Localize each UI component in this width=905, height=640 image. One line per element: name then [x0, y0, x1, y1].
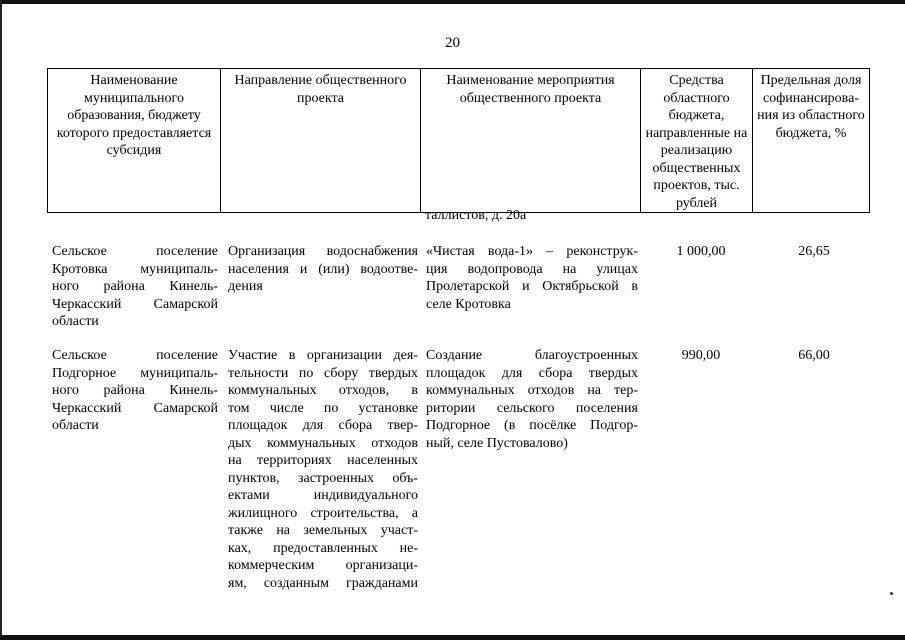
text-line: ция водопровода на улицах	[426, 261, 638, 277]
page-number: 20	[445, 35, 460, 51]
text-line: Подгорное муниципаль-	[52, 365, 218, 381]
text-line: Черкасский Самарской	[52, 296, 218, 312]
activity-cell	[426, 243, 638, 313]
municipality-cell	[52, 347, 218, 435]
scan-top-border	[0, 0, 905, 4]
continuation-text: таллистов, д. 20а	[425, 208, 527, 223]
text-line: тельности по сбору твердых	[228, 365, 418, 381]
text-line: Сельское поселение	[52, 348, 218, 363]
text-line: на территориях населенных	[228, 453, 418, 468]
text-line: ках, предоставленных не-	[228, 540, 418, 556]
text-line: Сельское поселение	[52, 244, 218, 259]
text-line: пунктов, застроенных объ-	[228, 470, 418, 486]
header-funds: Средства областного бюджета, направленные на реализацию общественных проектов, тыс. рублей	[641, 69, 753, 213]
municipality-cell	[52, 243, 218, 331]
text-line: населения и (или) водоотве-	[228, 261, 418, 277]
header-activity: Наименование мероприятия общественного проекта	[421, 69, 641, 213]
text-line: ный, селе Пустовалово)	[426, 435, 568, 451]
scan-speck	[890, 592, 893, 595]
direction-cell	[228, 243, 418, 296]
text-line: также на земельных участ-	[228, 523, 418, 538]
text-line: коммунальных отходов, в	[228, 383, 418, 398]
text-line: том числе по установке	[228, 400, 418, 416]
text-line: Пролетарской и Октябрьской в	[426, 279, 638, 294]
text-line: жилищного строительства, а	[228, 505, 418, 521]
scan-left-border	[0, 0, 2, 640]
header-share: Предельная доля софинансирова-ния из областного бюджета, %	[753, 69, 870, 213]
text-line: Кротовка муниципаль-	[52, 261, 218, 277]
text-line: ектами индивидуального	[228, 488, 418, 503]
activity-cell	[426, 347, 638, 452]
funds-cell: 990,00	[681, 348, 721, 363]
text-line: площадок для сбора твер-	[228, 418, 418, 433]
text-line: площадок для сбора твердых	[426, 365, 638, 381]
text-line: ритории сельского поселения	[426, 400, 638, 416]
text-line: дения	[228, 279, 263, 294]
text-line: области	[52, 418, 99, 433]
text-line: дых коммунальных отходов	[228, 435, 418, 451]
text-line: Участие в организации дея-	[228, 348, 418, 363]
text-line: коммунальных отходов на тер-	[426, 383, 638, 398]
text-line: «Чистая вода-1» – реконструк-	[426, 244, 638, 259]
text-line: ного района Кинель-	[52, 279, 218, 294]
text-line: Создание благоустроенных	[426, 348, 638, 363]
header-municipality: Наименование муниципального образования, бюджету которого предоставляется субсидия	[48, 69, 221, 213]
text-line: Организация водоснабжения	[228, 244, 418, 259]
text-line: Черкасский Самарской	[52, 400, 218, 416]
header-direction: Направление общественного проекта	[221, 69, 421, 213]
direction-cell	[228, 347, 418, 592]
scan-bottom-border	[0, 635, 905, 640]
share-cell: 66,00	[798, 348, 830, 363]
funds-cell: 1 000,00	[676, 244, 726, 259]
text-line: Подгорное (в посёлке Подгор-	[426, 418, 638, 433]
text-line: области	[52, 314, 99, 329]
text-line: ного района Кинель-	[52, 383, 218, 398]
text-line: ям, созданным гражданами	[228, 575, 418, 591]
text-line: коммерческим организаци-	[228, 558, 418, 573]
table-header	[47, 68, 870, 213]
share-cell: 26,65	[798, 244, 830, 259]
text-line: селе Кротовка	[426, 296, 511, 312]
